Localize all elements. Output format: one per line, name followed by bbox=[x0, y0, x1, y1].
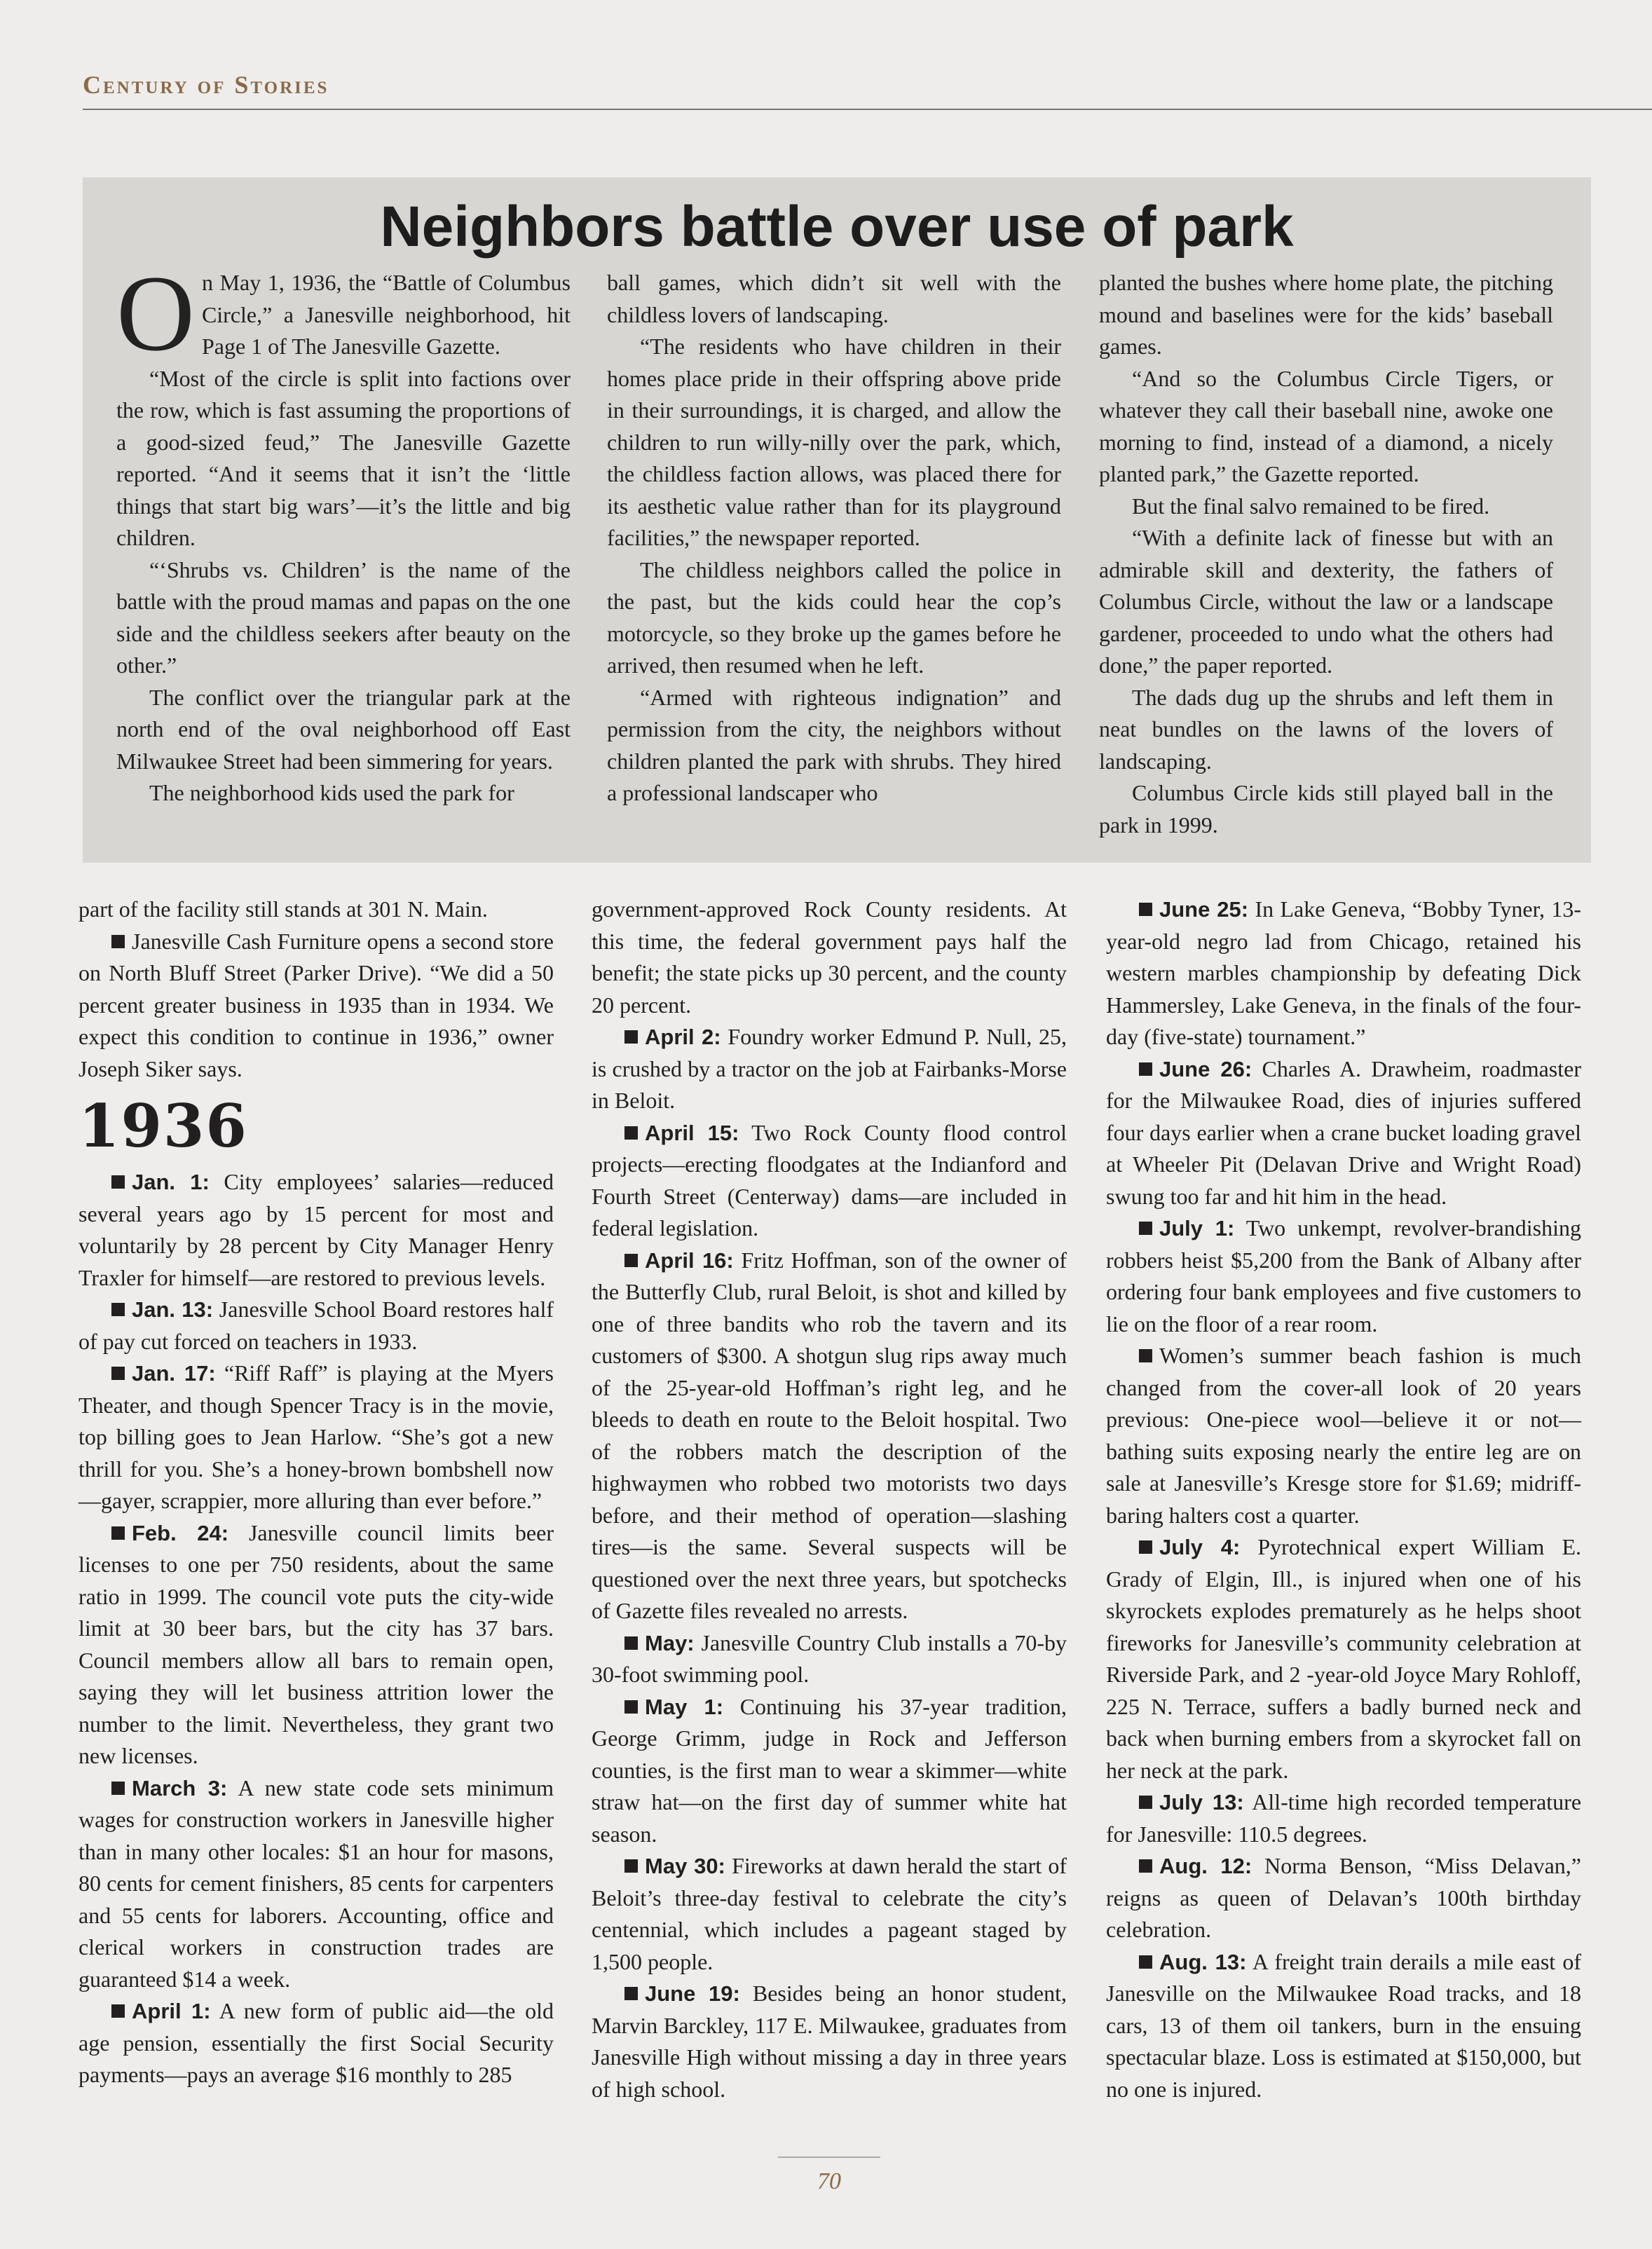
bullet-square-icon bbox=[1139, 903, 1152, 916]
entry-date: Jan. 1: bbox=[132, 1170, 210, 1194]
timeline-entry: Janesville Cash Furniture opens a second store on North Bluff Street (Parker Drive). “We did a 50 percent greater business in 1935 than in 1934. We expect this condition to continue in 1936,” owner Joseph Siker says. bbox=[78, 928, 554, 1081]
entry-date: May 1: bbox=[645, 1694, 724, 1719]
bullet-square-icon bbox=[111, 1782, 125, 1795]
bullet-square-icon bbox=[624, 1987, 638, 2000]
year-heading: 1936 bbox=[78, 1091, 248, 1161]
bullet-square-icon bbox=[111, 1175, 125, 1189]
sidebar-story-box bbox=[83, 177, 1591, 863]
timeline-entry: June 19: Besides being an honor student, Marvin Barckley, 117 E. Milwaukee, graduates from Janesville High without missing a day in three years of high school. bbox=[592, 1981, 1067, 2102]
timeline-entry: April 1: A new form of public aid—the old age pension, essentially the first Social Security payments—pays an average $16 monthly to 285 bbox=[78, 1998, 554, 2087]
entry-date: April 15: bbox=[645, 1120, 739, 1145]
bullet-square-icon bbox=[624, 1254, 638, 1267]
sidebar-paragraph: The neighborhood kids used the park for bbox=[149, 780, 514, 805]
bullet-square-icon bbox=[1139, 1349, 1152, 1362]
bullet-square-icon bbox=[624, 1636, 638, 1650]
entry-date: Feb. 24: bbox=[132, 1520, 229, 1545]
entry-date: Jan. 13: bbox=[132, 1297, 214, 1322]
bullet-square-icon bbox=[1139, 1859, 1152, 1873]
bullet-square-icon bbox=[111, 2004, 125, 2018]
timeline-entry: April 16: Fritz Hoffman, son of the owner of the Butterfly Club, rural Beloit, is shot and killed by one of three bandits who rob the tavern and its customers of $300. A shotgun slug rips away much of the 25-year-old Hoffman’s right leg, and he bleeds to death en route to the Beloit hospital. Two of the robbers match the description of the highwaymen who robbed two motorists two days before, and their method of operation—slashing tires—is the same. Several suspects will be questioned over the next three years, but spotchecks of Gazette files revealed no arrests. bbox=[592, 1247, 1067, 1623]
running-head: Century of Stories bbox=[83, 71, 329, 99]
entry-date: July 4: bbox=[1159, 1535, 1241, 1559]
sidebar-paragraph: ball games, which didn’t sit well with the childless lovers of landscaping. bbox=[607, 270, 1061, 327]
timeline-entry: March 3: A new state code sets minimum wages for construction workers in Janesville higher than in many other locales: $1 an hour for masons, 80 cents for cement finishers, 85 cents for carpenters and 55 cents for laborers. Accounting, office and clerical workers in construction trades are guaranteed $14 a week. bbox=[78, 1775, 554, 1992]
sidebar-title: Neighbors battle over use of park bbox=[380, 195, 1294, 259]
timeline-entry: Aug. 12: Norma Benson, “Miss Delavan,” reigns as queen of Delavan’s 100th birthday celebration. bbox=[1106, 1853, 1582, 1942]
bullet-square-icon bbox=[624, 1126, 638, 1140]
sidebar-paragraph: “The residents who have children in their homes place pride in their offspring above pride in their surroundings, it is charged, and allow the children to run willy-nilly over the park, which, the childless faction allows, was placed there for its aesthetic value rather than for its playground facilities,” the newspaper reported. bbox=[607, 334, 1061, 550]
bullet-square-icon bbox=[111, 1526, 125, 1540]
timeline-entry: Jan. 1: City employees’ salaries—reduced several years ago by 15 percent for most and voluntarily by 28 percent by City Manager Henry Traxler for himself—are restored to previous levels. bbox=[78, 1169, 554, 1290]
sidebar-column-1 bbox=[116, 253, 571, 809]
sidebar-paragraph: The conflict over the triangular park at the north end of the oval neighborhood off East Milwaukee Street had been simmering for years. bbox=[116, 684, 571, 774]
sidebar-paragraph: “‘Shrubs vs. Children’ is the name of the battle with the proud mamas and papas on the one side and the childless seekers after beauty on the other.” bbox=[116, 556, 571, 678]
timeline-entry: May: Janesville Country Club installs a 70-by 30-foot swimming pool. bbox=[592, 1629, 1067, 1687]
bullet-square-icon bbox=[111, 1303, 125, 1316]
entry-date: Aug. 12: bbox=[1159, 1854, 1252, 1878]
entry-date: Aug. 13: bbox=[1159, 1949, 1247, 1974]
entry-date: June 26: bbox=[1159, 1056, 1252, 1081]
entry-date: Jan. 17: bbox=[132, 1361, 216, 1386]
sidebar-paragraph: The dads dug up the shrubs and left them in neat bundles on the lawns of the lovers of landscaping. bbox=[1099, 684, 1553, 774]
entry-date: June 25: bbox=[1159, 897, 1249, 922]
timeline-entry: July 4: Pyrotechnical expert William E. Grady of Elgin, Ill., is injured when one of his skyrockets explodes prematurely as he helps shoot fireworks for Janesville’s community celebration at Riverside Park, and 2 -year-old Joyce Mary Rohloff, 225 N. Terrace, suffers a badly burned neck and back when burning embers from a skyrocket fall on her neck at the park. bbox=[1106, 1534, 1582, 1783]
main-column-1 bbox=[78, 894, 554, 2091]
timeline-entry: Aug. 13: A freight train derails a mile east of Janesville on the Milwaukee Road tracks, and 18 cars, 13 of them oil tankers, burn in the ensuing spectacular blaze. Loss is estimated at $150,000, but no one is injured. bbox=[1106, 1948, 1581, 2102]
sidebar-column-3 bbox=[1099, 267, 1553, 841]
main-column-3 bbox=[1106, 894, 1581, 2105]
bullet-square-icon bbox=[1139, 1062, 1152, 1076]
sidebar-column-2 bbox=[607, 267, 1061, 809]
sidebar-paragraph: “And so the Columbus Circle Tigers, or whatever they call their baseball nine, awoke one morning to find, instead of a diamond, a nicely planted park,” the Gazette reported. bbox=[1099, 365, 1553, 486]
bullet-square-icon bbox=[1139, 1222, 1152, 1235]
timeline-entry: May 30: Fireworks at dawn herald the start of Beloit’s three-day festival to celebrate the city’s centennial, which includes a pageant staged by 1,500 people. bbox=[592, 1853, 1067, 1974]
bullet-square-icon bbox=[624, 1859, 638, 1873]
header-rule bbox=[83, 109, 1652, 110]
timeline-entry: May 1: Continuing his 37-year tradition, George Grimm, judge in Rock and Jefferson counties, is the first man to wear a skimmer—white straw hat—on the first day of summer white hat season. bbox=[592, 1693, 1067, 1847]
sidebar-paragraph: Columbus Circle kids still played ball in the park in 1999. bbox=[1099, 780, 1553, 838]
timeline-entry: June 25: In Lake Geneva, “Bobby Tyner, 13-year-old negro lad from Chicago, retained his western marbles championship by defeating Dick Hammersley, Lake Geneva, in the finals of the four-day (five-state) tournament.” bbox=[1106, 896, 1582, 1049]
entry-date: March 3: bbox=[132, 1775, 228, 1800]
sidebar-paragraph: On May 1, 1936, the “Battle of Columbus Circle,” a Janesville neighborhood, hit Page 1 of The Janesville Gazette. bbox=[116, 253, 571, 374]
entry-date: May: bbox=[645, 1630, 695, 1655]
timeline-entry: July 1: Two unkempt, revolver-brandishing robbers heist $5,200 from the Bank of Albany after ordering four bank employees and five customers to lie on the floor of a rear room. bbox=[1106, 1215, 1581, 1337]
sidebar-paragraph: But the final salvo remained to be fired. bbox=[1132, 493, 1490, 519]
sidebar-paragraph: The childless neighbors called the police in the past, but the kids could hear the cop’s motorcycle, so they broke up the games before he arrived, then resumed when he left. bbox=[607, 556, 1061, 678]
bullet-square-icon bbox=[1139, 1955, 1152, 1969]
timeline-entry: June 26: Charles A. Drawheim, roadmaster for the Milwaukee Road, dies of injuries suffered four days earlier when a crane bucket loading gravel at Wheeler Pit (Delavan Drive and Wright Road) swung too far and hit him in the head. bbox=[1106, 1055, 1582, 1209]
timeline-list bbox=[78, 1166, 554, 2091]
timeline-entry: Jan. 17: “Riff Raff” is playing at the Myers Theater, and though Spencer Tracy is in the movie, top billing goes to Jean Harlow. “She’s got a new thrill for you. She’s a honey-brown bombshell now—gayer, scrappier, more alluring than ever before.” bbox=[78, 1360, 554, 1513]
page-number: 70 bbox=[817, 2168, 841, 2194]
continued-text: part of the facility still stands at 301 N. Main. bbox=[78, 896, 488, 922]
main-column-2 bbox=[592, 894, 1067, 2105]
sidebar-paragraph: “Most of the circle is split into factions over the row, which is fast assuming the proportions of a good-sized feud,” The Janesville Gazette reported. “And it seems that it isn’t the ‘little things that start big wars’—it’s the little and big children. bbox=[116, 365, 571, 550]
continued-text: government-approved Rock County residents. At this time, the federal government pays half the benefit; the state picks up 30 percent, and the county 20 percent. bbox=[592, 896, 1067, 1018]
sidebar-paragraph: planted the bushes where home plate, the pitching mound and baselines were for the kids’ baseball games. bbox=[1099, 270, 1553, 359]
timeline-entry: Women’s summer beach fashion is much changed from the cover-all look of 20 years previous: One-piece wool—believe it or not—bathing suits exposing nearly the entire leg are on sale at Janesville’s Kresge store for $1.69; midriff-baring halters cost a quarter. bbox=[1106, 1343, 1581, 1528]
sidebar-paragraph: “Armed with righteous indignation” and permission from the city, the neighbors without children planted the park with shrubs. They hired a professional landscaper who bbox=[607, 684, 1061, 805]
entry-date: July 1: bbox=[1159, 1216, 1235, 1240]
sidebar-paragraph: “With a definite lack of finesse but with an admirable skill and dexterity, the fathers of Columbus Circle, without the law or a landscape gardener, proceeded to undo what the others had done,” the paper reported. bbox=[1099, 525, 1553, 678]
entry-date: April 2: bbox=[645, 1025, 721, 1049]
bullet-square-icon bbox=[111, 1367, 125, 1380]
entry-date: May 30: bbox=[645, 1854, 725, 1878]
entry-date: June 19: bbox=[645, 1981, 740, 2006]
timeline-entry: April 15: Two Rock County flood control projects—erecting floodgates at the Indianford and Fourth Street (Centerway) dams—are included in federal legislation. bbox=[592, 1119, 1067, 1240]
bullet-square-icon bbox=[624, 1700, 638, 1714]
entry-date: July 13: bbox=[1159, 1790, 1244, 1814]
entry-date: April 16: bbox=[645, 1247, 734, 1273]
bullet-square-icon bbox=[1139, 1540, 1152, 1554]
timeline-entry: Feb. 24: Janesville council limits beer licenses to one per 750 residents, about the same ratio in 1999. The council vote puts the city-wide limit at 30 beer bars, but the city has 37 bars. Council members allow all bars to remain open, saying they will let business attrition lower the number to the limit. Nevertheless, they grant two new licenses. bbox=[78, 1519, 554, 1768]
timeline-entry: July 13: All-time high recorded temperature for Janesville: 110.5 degrees. bbox=[1106, 1789, 1582, 1847]
bullet-square-icon bbox=[111, 935, 125, 948]
bullet-square-icon bbox=[1139, 1796, 1152, 1809]
timeline-entry: April 2: Foundry worker Edmund P. Null, 25, is crushed by a tractor on the job at Fairbanks-Morse in Beloit. bbox=[592, 1024, 1067, 1113]
entry-date: April 1: bbox=[132, 1999, 211, 2023]
bullet-square-icon bbox=[624, 1030, 638, 1044]
drop-cap: O bbox=[116, 253, 195, 374]
footer-rule bbox=[778, 2156, 880, 2158]
timeline-entry: Jan. 13: Janesville School Board restores half of pay cut forced on teachers in 1933. bbox=[78, 1297, 554, 1354]
